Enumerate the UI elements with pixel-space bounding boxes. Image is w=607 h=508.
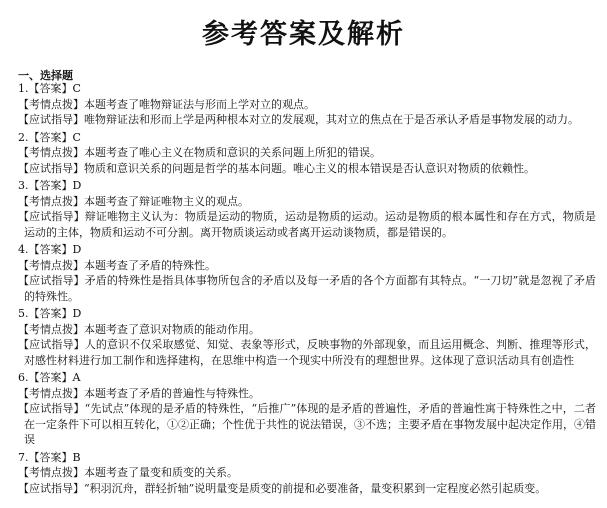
- section-heading: 一、选择题: [18, 69, 73, 82]
- answer-list: [18, 81, 596, 498]
- answer-item: [18, 242, 596, 304]
- answer-key: 1.【答案】C: [18, 82, 81, 95]
- exam-point: 【考情点拨】本题考查了矛盾的特殊性。: [18, 258, 216, 272]
- answer-item: [18, 450, 596, 497]
- answer-item: [18, 306, 596, 368]
- answer-key: 6.【答案】A: [18, 371, 81, 384]
- page-title: 参考答案及解析: [202, 19, 405, 50]
- answer-item: [18, 130, 596, 177]
- exam-point: 【考情点拨】本题考查了唯心主义在物质和意识的关系问题上所犯的错误。: [18, 146, 381, 159]
- exam-point: 【考情点拨】本题考查了意识对物质的能动作用。: [18, 322, 260, 336]
- exam-guide: 【应试指导】辩证唯物主义认为：物质是运动的物质，运动是物质的运动。运动是物质的根本属性和存在方式，物质是运动的主体，物质和运动不可分割。离开物质谈运动或者离开运动谈物质，都是错误的。: [18, 210, 596, 239]
- answer-item: [18, 178, 596, 240]
- exam-guide: 【应试指导】物质和意识关系的问题是哲学的基本问题。唯心主义的根本错误是否认意识对物质的依赖性。: [18, 161, 535, 175]
- exam-point: 【考情点拨】本题考查了辩证唯物主义的观点。: [18, 194, 249, 208]
- answer-item: [18, 81, 596, 128]
- answer-key: 7.【答案】B: [18, 450, 81, 464]
- exam-guide: 【应试指导】唯物辩证法和形而上学是两种根本对立的发展观，其对立的焦点在于是否承认矛盾是事物发展的动力。: [18, 113, 579, 126]
- answer-key: 3.【答案】D: [18, 179, 82, 192]
- exam-guide: 【应试指导】矛盾的特殊性是指具体事物所包含的矛盾以及每一矛盾的各个方面都有其特点。“一刀切”就是忽视了矛盾的特殊性。: [18, 274, 596, 303]
- answer-key: 4.【答案】D: [18, 243, 82, 256]
- answer-key: 5.【答案】D: [18, 307, 82, 320]
- answer-key: 2.【答案】C: [18, 130, 81, 144]
- answer-item: [18, 370, 596, 448]
- exam-guide: 【应试指导】“先试点”体现的是矛盾的特殊性，“后推广”体现的是矛盾的普遍性，矛盾的普遍性寓于特殊性之中，二者在一定条件下可以相互转化，①②正确；个性优于共性的说法错误，③不选；主要矛盾在事物发展中起决定作用，④错误: [18, 402, 596, 446]
- exam-guide: 【应试指导】“积羽沉舟，群轻折轴”说明量变是质变的前提和必要准备，量变积累到一定程度必然引起质变。: [18, 481, 547, 495]
- exam-point: 【考情点拨】本题考查了矛盾的普遍性与特殊性。: [18, 386, 260, 400]
- exam-point: 【考情点拨】本题考查了量变和质变的关系。: [18, 466, 238, 479]
- exam-guide: 【应试指导】人的意识不仅采取感觉、知觉、表象等形式，反映事物的外部现象，而且运用概念、判断、推理等形式，对感性材料进行加工制作和选择建构，在思维中构造一个现实中所没有的理想世界。这体现了意识活动具有创造性: [18, 338, 596, 367]
- exam-point: 【考情点拨】本题考查了唯物辩证法与形而上学对立的观点。: [18, 97, 315, 111]
